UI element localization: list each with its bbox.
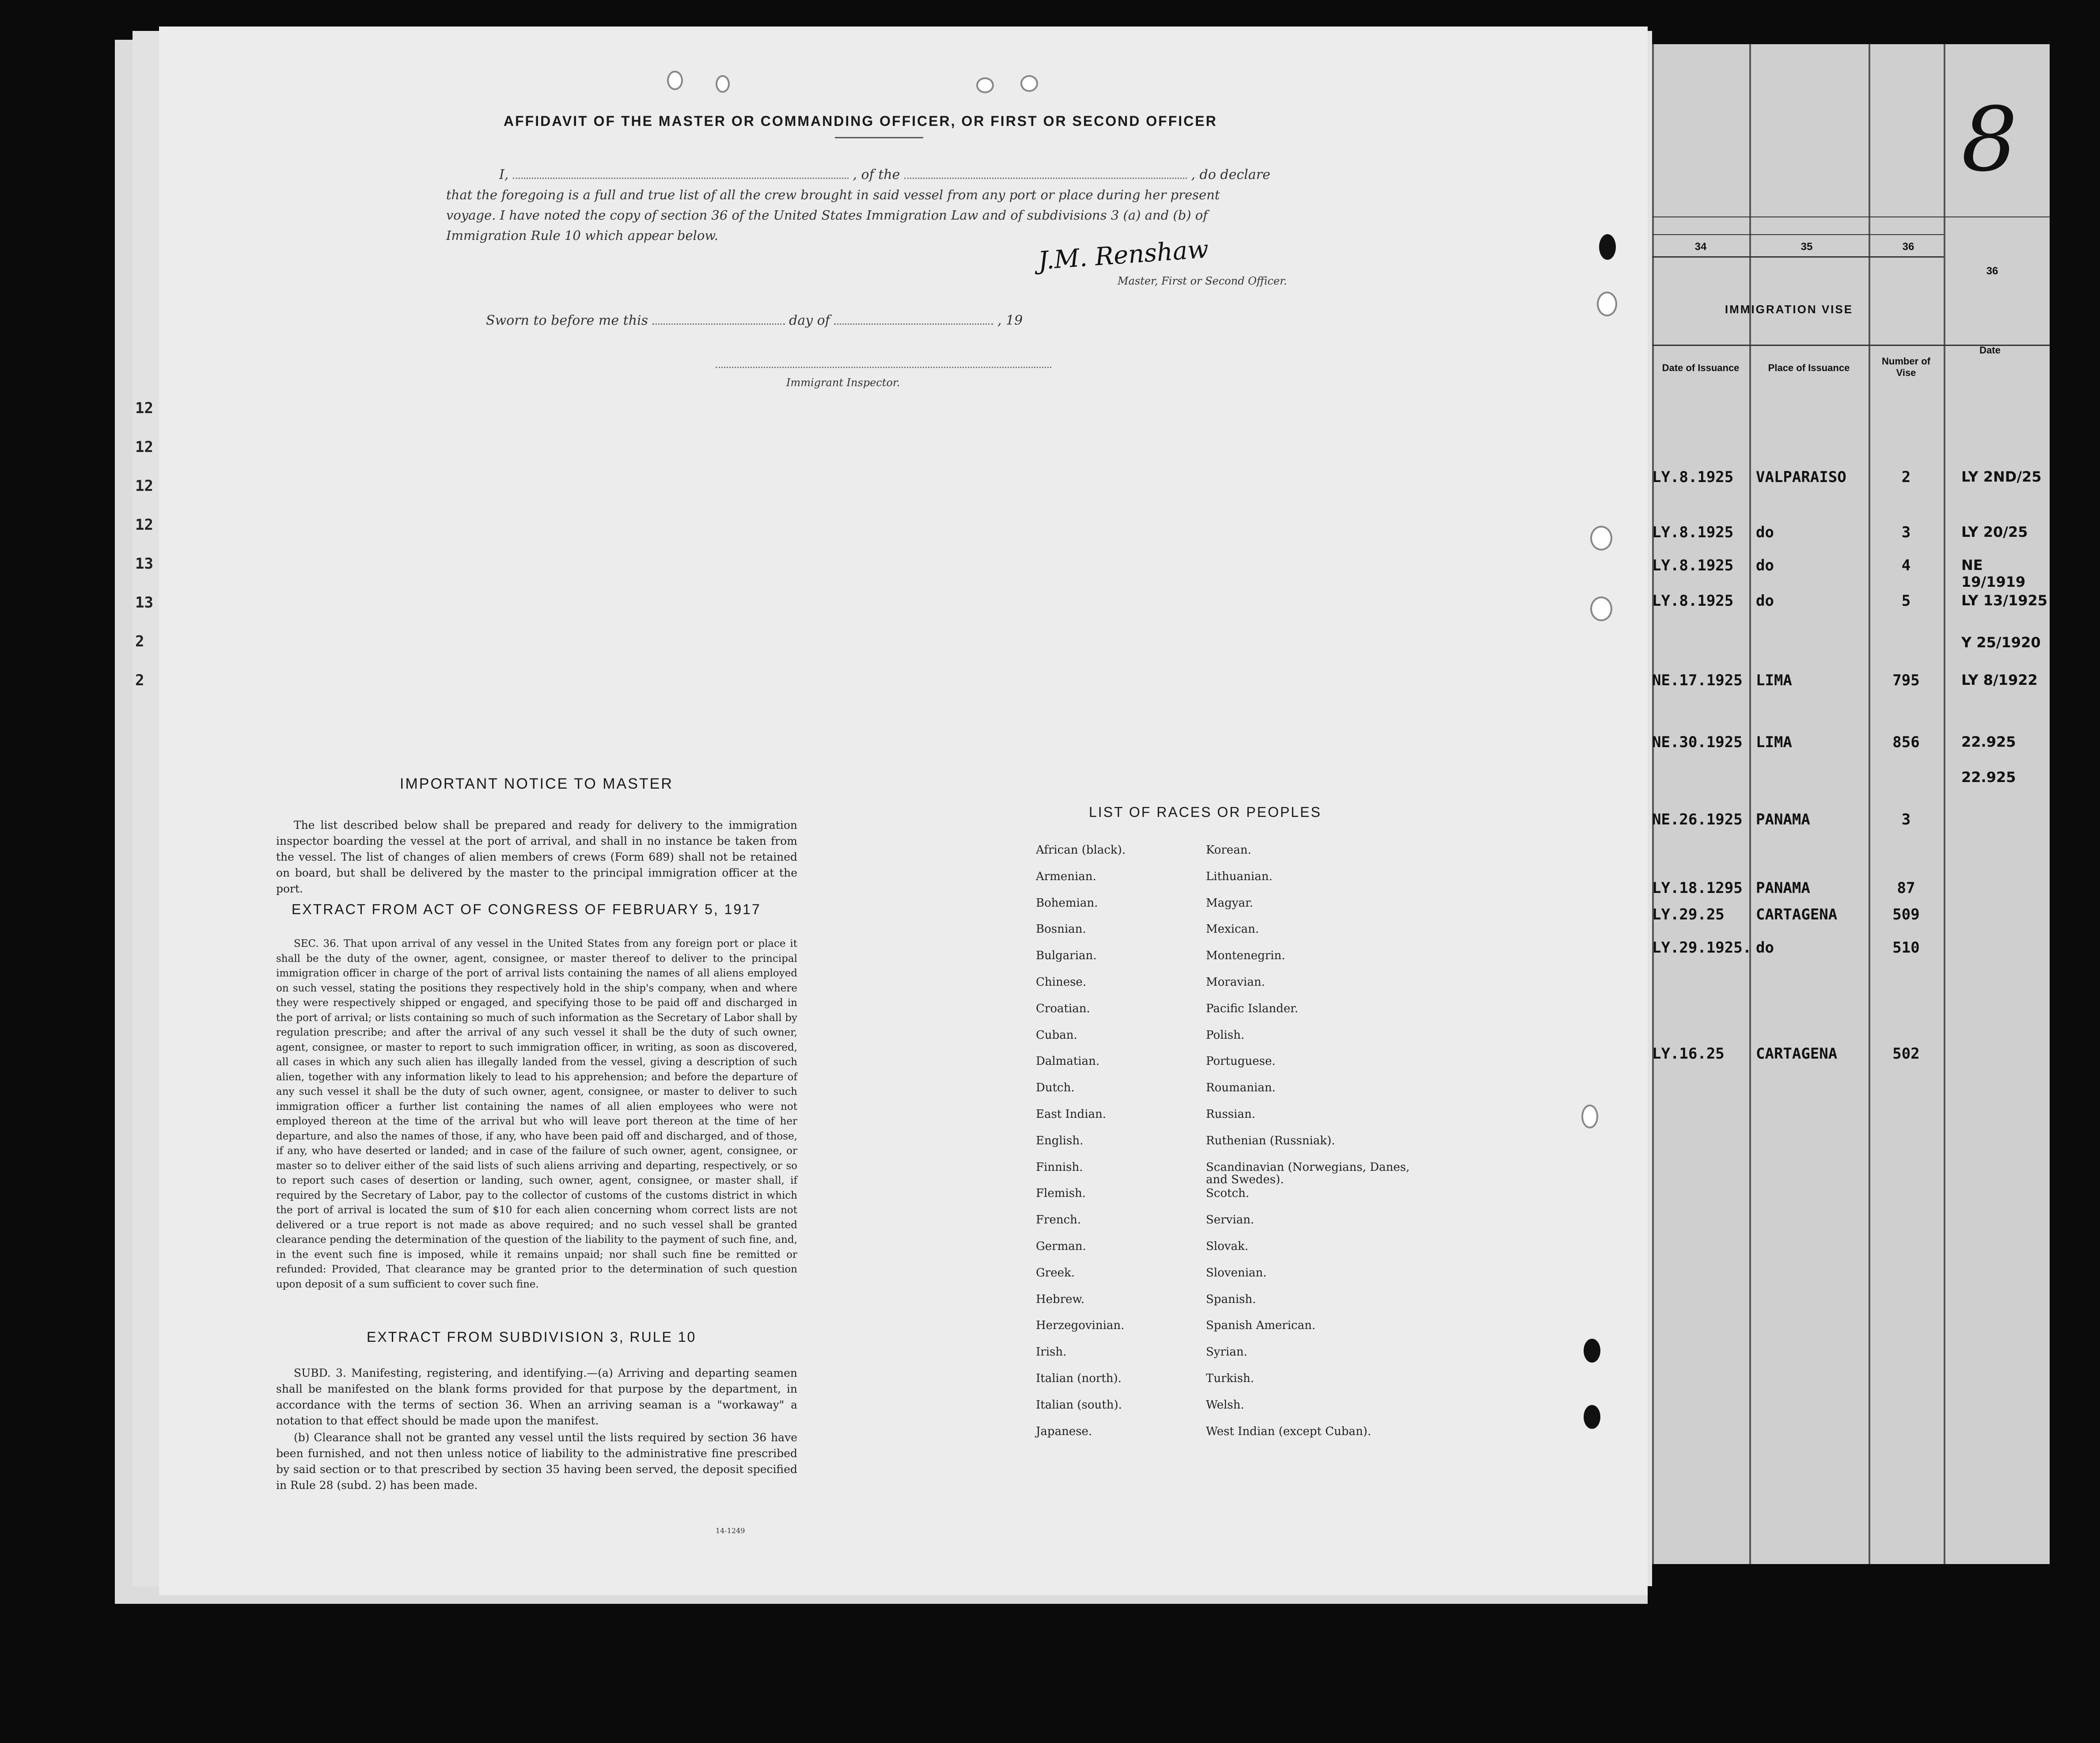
- vise-number: 856: [1892, 733, 1920, 751]
- vise-date: NE.26.1925: [1652, 811, 1743, 828]
- vise-far-date: 22.925: [1961, 769, 2016, 786]
- race-item: Magyar.: [1206, 896, 1253, 910]
- immigration-vise-sheet: [1652, 44, 2050, 1564]
- extract-rule-para-a: SUBD. 3. Manifesting, registering, and identifying.—(a) Arriving and departing seamen shall be manifested on the blank forms provided for that purpose by the department, in accordance with the terms of section 36. When an arriving seaman is a "workaway" a notation to that effect should be made upon the manifest.: [276, 1367, 797, 1427]
- form-number: 14-1249: [716, 1527, 745, 1535]
- race-item: Scandinavian (Norwegians, Danes, and Swedes).: [1206, 1160, 1410, 1186]
- extract-act-title: EXTRACT FROM ACT OF CONGRESS OF FEBRUARY 5, 1917: [292, 901, 761, 917]
- section-title: IMMIGRATION VISE: [1725, 303, 1854, 316]
- notice-title: IMPORTANT NOTICE TO MASTER: [400, 775, 673, 792]
- race-item: Slovak.: [1206, 1240, 1248, 1253]
- race-item: Cuban.: [1036, 1028, 1077, 1042]
- edge-number: 2: [135, 633, 144, 650]
- left-edge-numbers: [135, 389, 162, 700]
- vessel-blank[interactable]: [904, 178, 1187, 179]
- extract-act-text: SEC. 36. That upon arrival of any vessel in the United States from any foreign port or place it shall be the duty of the owner, agent, consignee, or master thereof to deliver to the principal immigration officer in charge of the port of arrival lists containing the names of all aliens employed on such vessel, stating the positions they respectively hold in the ship's company, when and where they were respectively shipped or engaged, and specifying those to be paid off and discharged in the port of arrival; or lists containing so much of such information as the Secretary of Labor shall by regulation prescribe; and after the arrival of any such vessel it shall be the duty of such owner, agent, consignee, or master to report to such immigration officer, in writing, as soon as discovered, all cases in which any such alien has illegally landed from the vessel, giving a description of such alien, together with any information likely to lead to his apprehension; and before the departure of any such vessel it shall be the duty of such owner, agent, consignee, or master to deliver to such immigration officer a further list containing the names of all alien employees who were not employed thereon at the time of the arrival but who will leave port thereon at the time of her departure, and also the names of those, if any, who have been paid off and discharged, and of those, if any, who have deserted or landed; and in case of the failure of such owner, agent, consignee, or master so to deliver either of the said lists of such aliens arriving and departing, respectively, or so to report such cases of desertion or landing, such owner, agent, consignee, or master shall, if required by the Secretary of Labor, pay to the collector of customs of the customs district in which the port of arrival is located the sum of $10 for each alien concerning whom correct lists are not delivered or a true report is not made as above required; and no such vessel shall be granted clearance pending the determination of the question of the liability to the payment of such fine, and, in the event such fine is imposed, while it remains unpaid; nor shall such fine be remitted or refunded: Provided, That clearance may be granted prior to the determination of such question upon deposit of a sum sufficient to cover such fine.: [276, 938, 797, 1290]
- vise-place: do: [1756, 592, 1774, 610]
- race-item: Croatian.: [1036, 1002, 1090, 1015]
- race-item: Dutch.: [1036, 1081, 1075, 1095]
- vise-date: NE.30.1925: [1652, 733, 1743, 751]
- text: I,: [499, 167, 509, 182]
- race-item: Welsh.: [1206, 1398, 1244, 1412]
- vise-far-date: LY 8/1922: [1961, 672, 2038, 688]
- sworn-line: [486, 313, 1325, 328]
- vise-far-date: Y 25/1920: [1961, 634, 2041, 651]
- race-item: Montenegrin.: [1206, 949, 1285, 963]
- edge-number: 12: [135, 399, 153, 417]
- vise-place: PANAMA: [1756, 879, 1810, 897]
- race-item: Bosnian.: [1036, 923, 1086, 936]
- vise-number: 3: [1901, 524, 1911, 541]
- race-item: Scotch.: [1206, 1187, 1250, 1200]
- vise-place: CARTAGENA: [1756, 1045, 1838, 1063]
- extract-rule-para-b: (b) Clearance shall not be granted any vessel until the lists required by section 36 have been furnished, and not then unless notice of liability to the administrative fine prescribed by said section or to that prescribed by section 35 having been served, the deposit specified in Rule 28 (subd. 2) has been made.: [276, 1431, 797, 1492]
- inspector-blank[interactable]: [716, 367, 1051, 368]
- race-item: Roumanian.: [1206, 1081, 1276, 1095]
- race-item: Finnish.: [1036, 1160, 1083, 1174]
- race-item: Pacific Islander.: [1206, 1002, 1298, 1015]
- inspector-caption: Immigrant Inspector.: [786, 376, 900, 389]
- page-number: 8: [1961, 88, 2018, 191]
- edge-number: 12: [135, 516, 153, 534]
- vise-date: LY.29.1925.: [1652, 939, 1752, 957]
- race-item: African (black).: [1036, 843, 1126, 857]
- race-item: Polish.: [1206, 1028, 1245, 1042]
- extract-rule-title: EXTRACT FROM SUBDIVISION 3, RULE 10: [367, 1329, 697, 1345]
- vise-place: VALPARAISO: [1756, 468, 1846, 486]
- race-item: Moravian.: [1206, 976, 1265, 989]
- vise-number: 509: [1892, 906, 1920, 923]
- vise-number: 510: [1892, 939, 1920, 957]
- punch-hole: [1599, 234, 1616, 260]
- race-item: Italian (north).: [1036, 1372, 1122, 1385]
- vise-far-date: LY 13/1925: [1961, 592, 2047, 609]
- punch-hole: [976, 77, 994, 93]
- race-item: Slovenian.: [1206, 1266, 1267, 1280]
- vise-place: do: [1756, 939, 1774, 957]
- text: Sworn to before me this: [486, 313, 648, 328]
- race-item: Turkish.: [1206, 1372, 1254, 1385]
- race-item: Portuguese.: [1206, 1055, 1276, 1068]
- punch-hole: [667, 71, 683, 90]
- edge-number: 13: [135, 555, 153, 573]
- vise-place: LIMA: [1756, 672, 1792, 689]
- name-blank[interactable]: [513, 178, 849, 179]
- title-rule: [835, 137, 923, 138]
- vise-number: 87: [1897, 879, 1915, 897]
- race-item: East Indian.: [1036, 1108, 1107, 1121]
- vise-number: 5: [1901, 592, 1911, 610]
- race-item: Japanese.: [1036, 1424, 1092, 1438]
- header-place-of-issuance: Place of Issuance: [1768, 362, 1850, 373]
- race-item: Italian (south).: [1036, 1398, 1122, 1412]
- race-item: Herzegovinian.: [1036, 1319, 1125, 1333]
- edge-number: 2: [135, 672, 144, 689]
- vise-date: NE.17.1925: [1652, 672, 1743, 689]
- header-number-of-vise: Number of Vise: [1882, 356, 1930, 378]
- edge-number: 12: [135, 438, 153, 456]
- race-item: Flemish.: [1036, 1187, 1086, 1200]
- races-title: LIST OF RACES OR PEOPLES: [1089, 804, 1322, 820]
- race-item: West Indian (except Cuban).: [1206, 1424, 1371, 1438]
- vise-date: LY.8.1925: [1652, 592, 1734, 610]
- punch-hole: [1584, 1405, 1600, 1429]
- declaration-line-3: voyage. I have noted the copy of section 36 of the United States Immigration Law and of subdivisions 3 (a) and (b) of: [446, 208, 1208, 223]
- declaration-line-2: that the foregoing is a full and true list of all the crew brought in said vessel from any port or place during her present: [446, 187, 1220, 202]
- vise-date: LY.8.1925: [1652, 557, 1734, 574]
- vise-date: LY.18.1295: [1652, 879, 1743, 897]
- vise-place: PANAMA: [1756, 811, 1810, 828]
- vise-far-date: 22.925: [1961, 733, 2016, 750]
- race-item: Bohemian.: [1036, 896, 1098, 910]
- vise-date: LY.29.25: [1652, 906, 1725, 923]
- affidavit-title: AFFIDAVIT OF THE MASTER OR COMMANDING OFFICER, OR FIRST OR SECOND OFFICER: [504, 113, 1217, 129]
- vise-number: 4: [1901, 557, 1911, 574]
- punch-hole: [716, 75, 730, 93]
- vise-date: LY.16.25: [1652, 1045, 1725, 1063]
- edge-number: 13: [135, 594, 153, 611]
- race-item: Servian.: [1206, 1213, 1255, 1227]
- vise-date: LY.8.1925: [1652, 468, 1734, 486]
- vise-place: LIMA: [1756, 733, 1792, 751]
- punch-hole: [1020, 75, 1038, 92]
- race-item: Bulgarian.: [1036, 949, 1097, 963]
- signature-caption: Master, First or Second Officer.: [1118, 275, 1287, 287]
- race-item: Lithuanian.: [1206, 870, 1273, 883]
- col-number: 35: [1801, 241, 1813, 253]
- vise-number: 502: [1892, 1045, 1920, 1063]
- declaration-line-1: [499, 167, 1515, 182]
- race-item: Armenian.: [1036, 870, 1096, 883]
- vise-date: LY.8.1925: [1652, 524, 1734, 541]
- race-item: English.: [1036, 1134, 1084, 1147]
- punch-hole: [1581, 1105, 1598, 1128]
- punch-hole: [1590, 596, 1612, 621]
- race-item: German.: [1036, 1240, 1086, 1253]
- vise-place: do: [1756, 524, 1774, 541]
- col-number: 34: [1694, 241, 1707, 253]
- race-item: Irish.: [1036, 1345, 1067, 1359]
- race-item: Chinese.: [1036, 976, 1087, 989]
- master-signature: J.M. Renshaw: [1037, 235, 1210, 276]
- sworn-month-blank[interactable]: [834, 323, 993, 325]
- race-item: Korean.: [1206, 843, 1251, 857]
- punch-hole: [1584, 1339, 1600, 1363]
- affidavit-page: [159, 27, 1648, 1595]
- race-item: Greek.: [1036, 1266, 1075, 1280]
- race-item: Spanish.: [1206, 1292, 1256, 1306]
- race-item: French.: [1036, 1213, 1081, 1227]
- text: day of: [789, 313, 830, 328]
- sworn-day-blank[interactable]: [652, 323, 785, 325]
- declaration-line-4: Immigration Rule 10 which appear below.: [446, 228, 718, 243]
- vise-far-date: LY 20/25: [1961, 524, 2028, 540]
- header-date-of-issuance: Date of Issuance: [1662, 362, 1740, 373]
- vise-far-date: LY 2ND/25: [1961, 468, 2042, 485]
- race-item: Spanish American.: [1206, 1319, 1316, 1333]
- col-number: 36: [1986, 265, 1998, 277]
- edge-number: 12: [135, 477, 153, 495]
- text: , 19: [997, 313, 1023, 328]
- text: , do declare: [1191, 167, 1270, 182]
- notice-text: The list described below shall be prepared and ready for delivery to the immigration inspector boarding the vessel at the port of arrival, and shall in no instance be taken from the vessel. The list of changes of alien members of crews (Form 689) shall not be retained on board, but shall be delivered by the master to the principal immigration officer at the port.: [276, 819, 797, 895]
- vise-place: do: [1756, 557, 1774, 574]
- vise-number: 3: [1901, 811, 1911, 828]
- vise-number: 795: [1892, 672, 1920, 689]
- header-date: Date: [1979, 345, 2001, 356]
- race-item: Hebrew.: [1036, 1292, 1084, 1306]
- vise-place: CARTAGENA: [1756, 906, 1838, 923]
- race-item: Dalmatian.: [1036, 1055, 1100, 1068]
- col-number: 36: [1902, 241, 1914, 253]
- punch-hole: [1590, 526, 1612, 551]
- race-item: Russian.: [1206, 1108, 1255, 1121]
- race-item: Mexican.: [1206, 923, 1259, 936]
- race-item: Syrian.: [1206, 1345, 1247, 1359]
- race-item: Ruthenian (Russniak).: [1206, 1134, 1335, 1147]
- vise-number: 2: [1901, 468, 1911, 486]
- punch-hole: [1597, 292, 1617, 316]
- vise-far-date: NE 19/1919: [1961, 557, 2026, 590]
- text: , of the: [853, 167, 900, 182]
